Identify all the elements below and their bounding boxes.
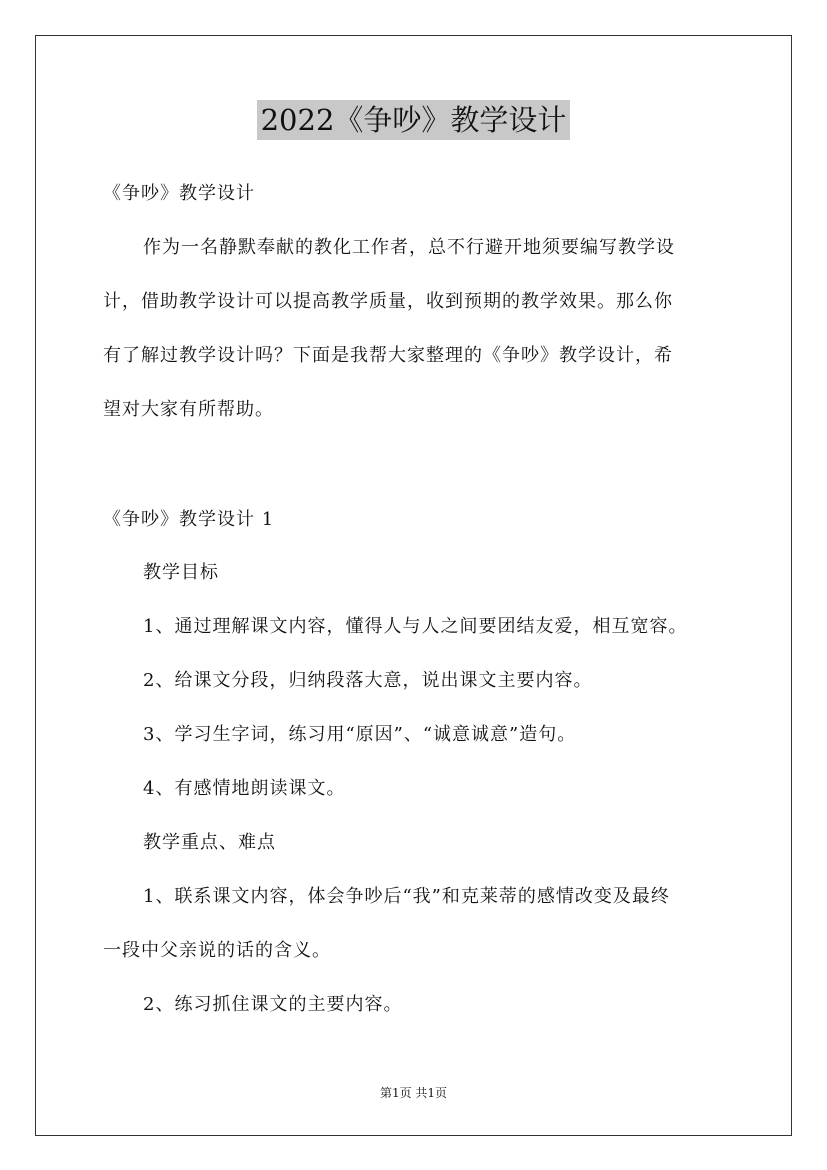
- section-heading: 《争吵》教学设计 1: [103, 509, 275, 530]
- key-point-1: 1、联系课文内容，体会争吵后“我”和克莱蒂的感情改变及最终: [143, 886, 670, 907]
- goal-item-1: 1、通过理解课文内容，懂得人与人之间要团结友爱，相互宽容。: [143, 616, 688, 637]
- goal-item-2: 2、给课文分段，归纳段落大意，说出课文主要内容。: [143, 670, 593, 691]
- intro-line-1: 作为一名静默奉献的教化工作者，总不行避开地须要编写教学设: [143, 237, 675, 258]
- subtitle: 《争吵》教学设计: [103, 183, 255, 204]
- goal-item-4: 4、有感情地朗读课文。: [143, 778, 346, 799]
- goal-item-3: 3、学习生字词，练习用“原因”、“诚意诚意”造句。: [143, 724, 577, 745]
- document-title: 2022《争吵》教学设计: [257, 100, 571, 140]
- key-point-1-cont: 一段中父亲说的话的含义。: [103, 940, 331, 961]
- page-footer: 第1页 共1页: [379, 1086, 448, 1100]
- goals-heading: 教学目标: [143, 562, 219, 583]
- title-container: [0, 100, 827, 140]
- intro-line-4: 望对大家有所帮助。: [103, 399, 274, 420]
- key-point-2: 2、练习抓住课文的主要内容。: [143, 994, 403, 1015]
- intro-line-2: 计，借助教学设计可以提高教学质量，收到预期的教学效果。那么你: [103, 291, 673, 312]
- intro-line-3: 有了解过教学设计吗？下面是我帮大家整理的《争吵》教学设计，希: [103, 345, 673, 366]
- key-points-heading: 教学重点、难点: [143, 832, 276, 853]
